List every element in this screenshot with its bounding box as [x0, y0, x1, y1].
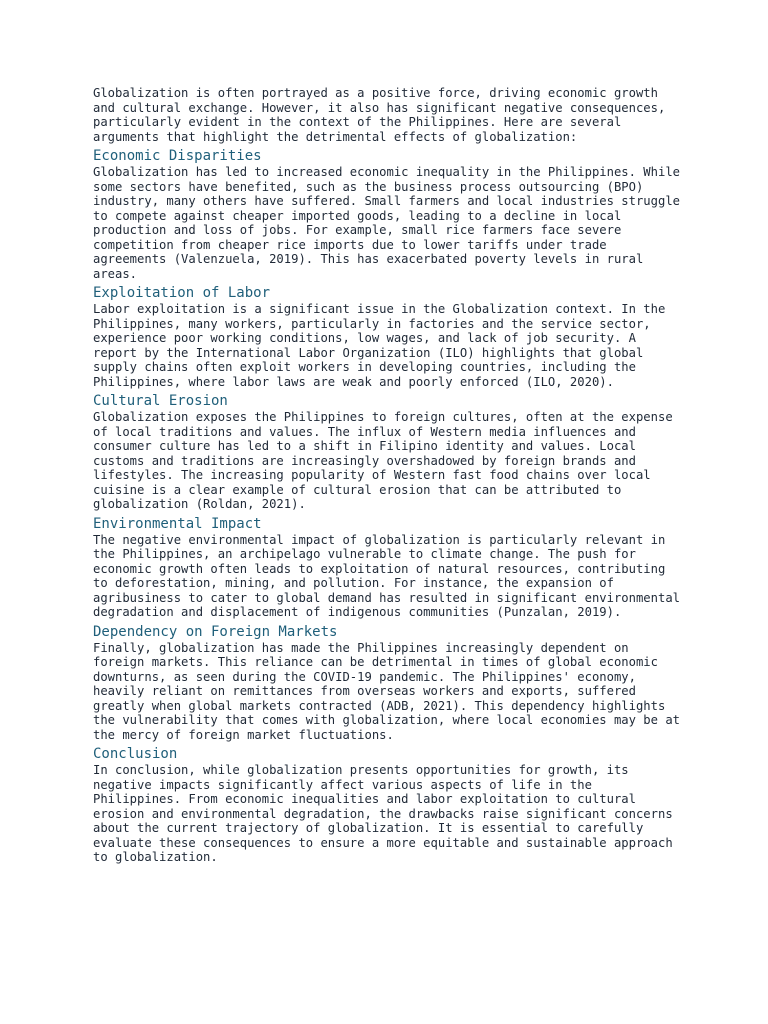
- section-body: Globalization has led to increased economic inequality in the Philippines. While some sectors have benefited, such as the business process outsourcing (BPO) industry, many others have suffered. Small farmers and local industries struggle to compete against cheaper imported goods, leading to a decline in local production and loss of jobs. For example, small rice farmers face severe competition from cheaper rice imports due to lower tariffs under trade agreements (Valenzuela, 2019). This has exacerbated poverty levels in rural areas.: [93, 165, 680, 281]
- section-exploitation-of-labor: [93, 284, 683, 389]
- section-heading: Dependency on Foreign Markets: [93, 623, 338, 640]
- section-heading: Environmental Impact: [93, 515, 262, 532]
- section-body: In conclusion, while globalization presents opportunities for growth, its negative impacts significantly affect various aspects of life in the Philippines. From economic inequalities and labor exploitation to cultural erosion and environmental degradation, the drawbacks raise significant concerns about the current trajectory of globalization. It is essential to carefully evaluate these consequences to ensure a more equitable and sustainable approach to globalization.: [93, 763, 673, 864]
- section-cultural-erosion: [93, 392, 683, 512]
- section-heading: Exploitation of Labor: [93, 285, 271, 301]
- section-heading: Economic Disparities: [93, 148, 262, 164]
- section-body: Labor exploitation is a significant issue in the Globalization context. In the Philippines, many workers, particularly in factories and the service sector, experience poor working conditions, low wages, and lack of job security. A report by the International Labor Organization (ILO) highlights that global supply chains often exploit workers in developing countries, including the Philippines, where labor laws are weak and poorly enforced (ILO, 2020).: [93, 302, 666, 389]
- section-body: Globalization exposes the Philippines to foreign cultures, often at the expense of local traditions and values. The influx of Western media influences and consumer culture has led to a shift in Filipino identity and values. Local customs and traditions are increasingly overshadowed by foreign brands and lifestyles. The increasing popularity of Western fast food chains over local cuisine is a clear example of cultural erosion that can be attributed to globalization (Roldan, 2021).: [93, 410, 673, 511]
- section-environmental-impact: [93, 515, 683, 620]
- section-heading: Cultural Erosion: [93, 393, 228, 409]
- intro-paragraph: Globalization is often portrayed as a positive force, driving economic growth and cultural exchange. However, it also has significant negative consequences, particularly evident in the context of the Philippines. Here are several arguments that highlight the detrimental effects of globalization:: [93, 86, 666, 144]
- section-body: Finally, globalization has made the Philippines increasingly dependent on foreign markets. This reliance can be detrimental in times of global economic downturns, as seen during the COVID-19 pandemic. The Philippines' economy, heavily reliant on remittances from overseas workers and exports, suffered greatly when global markets contracted (ADB, 2021). This dependency highlights the vulnerability that comes with globalization, where local economies may be at the mercy of foreign market fluctuations.: [93, 640, 680, 742]
- section-economic-disparities: [93, 147, 683, 281]
- section-dependency-on-foreign-markets: [93, 623, 683, 743]
- section-heading: Conclusion: [93, 746, 178, 762]
- document-page: [93, 86, 683, 865]
- section-body: The negative environmental impact of globalization is particularly relevant in the Philippines, an archipelago vulnerable to climate change. The push for economic growth often leads to exploitation of natural resources, contributing to deforestation, mining, and pollution. For instance, the expansion of agribusiness to cater to global demand has resulted in significant environmental degradation and displacement of indigenous communities (Punzalan, 2019).: [93, 532, 680, 619]
- section-conclusion: [93, 745, 683, 865]
